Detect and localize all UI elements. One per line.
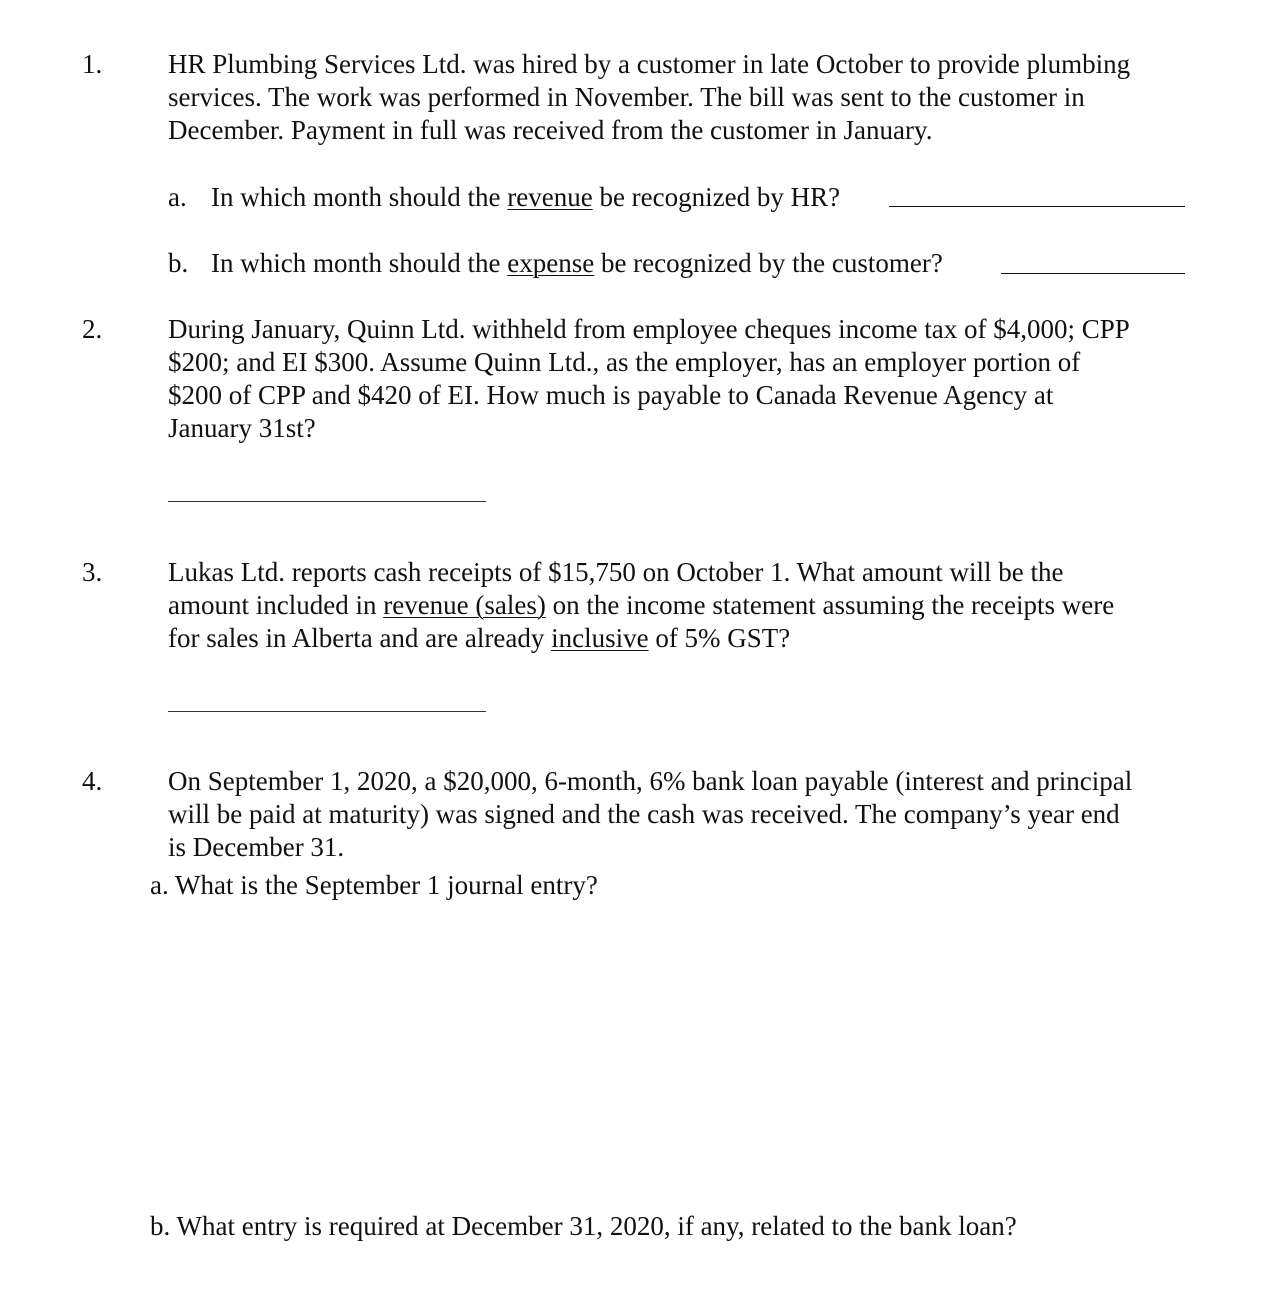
question-3-line-1: Lukas Ltd. reports cash receipts of $15,750 on October 1. What amount will be the xyxy=(168,557,1064,587)
question-1b-text-after: be recognized by the customer? xyxy=(594,248,943,278)
question-1b xyxy=(168,247,943,280)
question-3-underlined-inclusive: inclusive xyxy=(551,623,649,653)
question-1a-underlined: revenue xyxy=(507,182,593,212)
question-1-line-3: December. Payment in full was received from the customer in January. xyxy=(168,115,933,145)
question-1b-underlined: expense xyxy=(507,248,595,278)
question-1-line-2: services. The work was performed in November. The bill was sent to the customer in xyxy=(168,82,1085,112)
question-1b-letter: b. xyxy=(168,248,189,278)
question-4b: b. What entry is required at December 31, 2020, if any, related to the bank loan? xyxy=(150,1211,1017,1241)
question-4-text xyxy=(168,765,1208,864)
question-3-answer-blank[interactable] xyxy=(168,711,486,712)
question-1a-text-before: In which month should the xyxy=(211,182,508,212)
question-2-line-4: January 31st? xyxy=(168,413,316,443)
question-1-number: 1. xyxy=(82,49,103,79)
question-3-text xyxy=(168,556,1208,655)
question-3-underlined-revenue: revenue (sales) xyxy=(383,590,546,620)
question-1b-answer-blank[interactable] xyxy=(1001,273,1185,274)
question-4a: a. What is the September 1 journal entry? xyxy=(150,870,598,900)
question-3-line-2-after: on the income statement assuming the receipts were xyxy=(545,590,1115,620)
question-1-line-1: HR Plumbing Services Ltd. was hired by a customer in late October to provide plumbing xyxy=(168,49,1131,79)
question-1a xyxy=(168,181,840,214)
question-3-line-2 xyxy=(168,589,1208,622)
question-1b-text-before: In which month should the xyxy=(211,248,508,278)
question-2-line-2: $200; and EI $300. Assume Quinn Ltd., as the employer, has an employer portion of xyxy=(168,347,1081,377)
question-2-answer-blank[interactable] xyxy=(168,501,486,502)
question-4-line-1: On September 1, 2020, a $20,000, 6-month, 6% bank loan payable (interest and principal xyxy=(168,766,1133,796)
question-3-line-3-after: of 5% GST? xyxy=(648,623,791,653)
question-4-number: 4. xyxy=(82,766,103,796)
question-4-line-3: is December 31. xyxy=(168,832,345,862)
question-4-line-2: will be paid at maturity) was signed and the cash was received. The company’s year end xyxy=(168,799,1120,829)
question-3-line-2-before: amount included in xyxy=(168,590,384,620)
question-3-number: 3. xyxy=(82,557,103,587)
question-2-number: 2. xyxy=(82,314,103,344)
question-1a-letter: a. xyxy=(168,182,187,212)
question-3-line-3 xyxy=(168,622,1208,655)
question-2-line-3: $200 of CPP and $420 of EI. How much is payable to Canada Revenue Agency at xyxy=(168,380,1054,410)
question-2-line-1: During January, Quinn Ltd. withheld from employee cheques income tax of $4,000; CPP xyxy=(168,314,1130,344)
question-3-line-3-before: for sales in Alberta and are already xyxy=(168,623,552,653)
question-1a-text-after: be recognized by HR? xyxy=(592,182,841,212)
question-2-text xyxy=(168,313,1208,445)
question-1-text xyxy=(168,48,1208,147)
question-1a-answer-blank[interactable] xyxy=(889,206,1185,207)
